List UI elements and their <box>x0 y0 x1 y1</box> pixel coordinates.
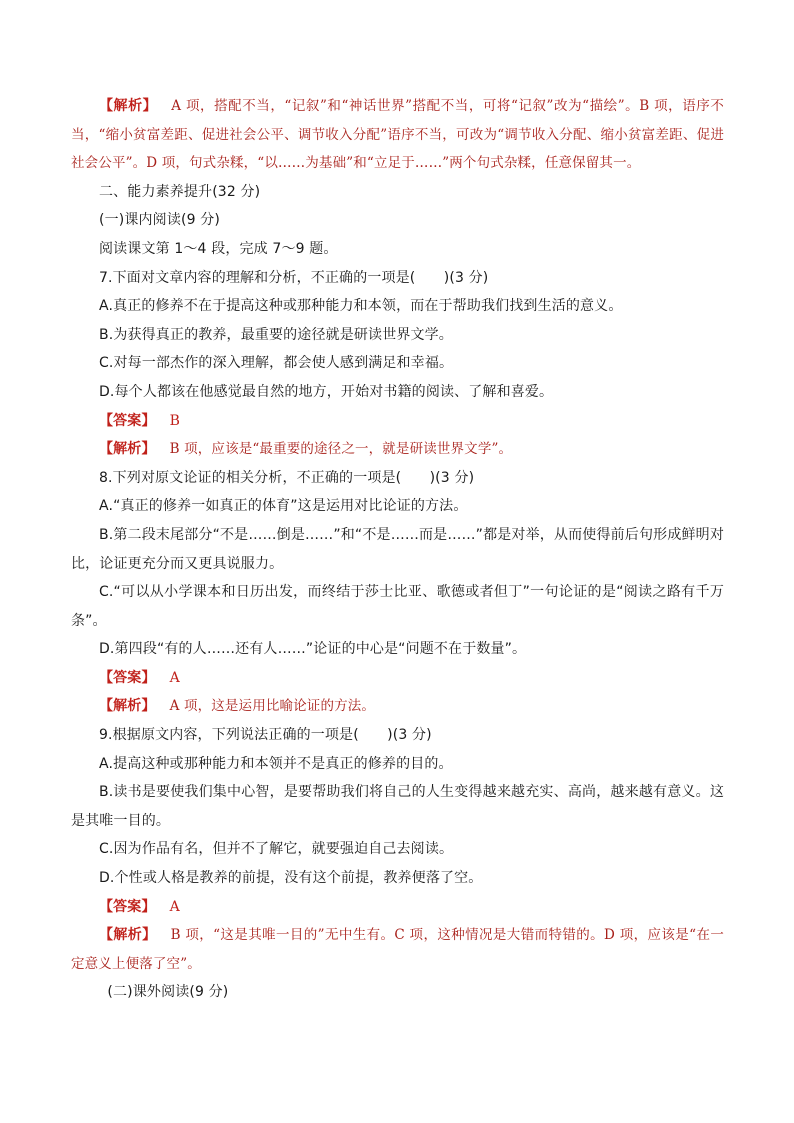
answer-tag: 【答案】 <box>99 412 156 429</box>
question-9-answer <box>71 893 724 922</box>
explanation-text: B 项，应该是“最重要的途径之一，就是研读世界文学”。 <box>169 441 513 458</box>
question-9-option-b: B.读书是要使我们集中心智，是要帮助我们将自己的人生变得越来越充实、高尚，越来越有意义。这是其唯一目的。 <box>71 784 724 829</box>
explanation-tag: 【解析】 <box>99 927 157 944</box>
answer-value: A <box>169 898 180 915</box>
question-7-explanation <box>71 435 724 464</box>
question-7-option-a: A.真正的修养不在于提高这种或那种能力和本领，而在于帮助我们找到生活的意义。 <box>99 298 623 315</box>
subsection-heading-2: (二)课外阅读(9 分) <box>107 984 229 1001</box>
question-7-answer <box>71 407 724 436</box>
question-8-option-c: C.“可以从小学课本和日历出发，而终结于莎士比亚、歌德或者但丁”一句论证的是“阅读之路有千万条”。 <box>71 584 724 629</box>
question-8-option-b: B.第二段末尾部分“不是……倒是……”和“不是……而是……”都是对举，从而使得前后句形成鲜明对比，论证更充分而又更具说服力。 <box>71 526 724 572</box>
explanation-block <box>71 92 724 178</box>
explanation-tag: 【解析】 <box>99 698 156 715</box>
explanation-tag: 【解析】 <box>99 98 158 114</box>
question-8-explanation <box>71 692 724 721</box>
answer-value: B <box>169 412 181 429</box>
explanation-text: A 项，这是运用比喻论证的方法。 <box>169 698 376 715</box>
subsection-heading: (一)课内阅读(9 分) <box>99 212 221 229</box>
question-9-option-c: C.因为作品有名，但并不了解它，就要强迫自己去阅读。 <box>99 841 454 858</box>
answer-tag: 【答案】 <box>99 898 156 915</box>
explanation-text: B 项，“这是其唯一目的”无中生有。C 项，这种情况是大错而特错的。D 项，应该是“在一定意义上便落了空”。 <box>71 927 724 972</box>
question-7-option-d: D.每个人都该在他感觉最自然的地方，开始对书籍的阅读、了解和喜爱。 <box>99 383 554 400</box>
explanation-text: A 项，搭配不当，“记叙”和“神话世界”搭配不当，可将“记叙”改为“描绘”。B 项，语序不当，“缩小贫富差距、促进社会公平、调节收入分配”语序不当，可改为“调节收入分配、缩小贫富差距、促进社会公平”。D 项，句式杂糅，“以……为基础”和“立足于……”两个句式杂糅，任意保留其一。 <box>71 98 724 172</box>
question-8-option-d: D.第四段“有的人……还有人……”论证的中心是“问题不在于数量”。 <box>99 641 527 658</box>
question-9-option-a: A.提高这种或那种能力和本领并不是真正的修养的目的。 <box>99 755 453 772</box>
answer-value: A <box>169 669 180 686</box>
explanation-tag: 【解析】 <box>99 441 156 458</box>
question-8-answer <box>71 664 724 693</box>
question-8: 8.下列对原文论证的相关分析，不正确的一项是( )(3 分) <box>99 469 475 486</box>
question-7-option-b: B.为获得真正的教养，最重要的途径就是研读世界文学。 <box>99 326 453 343</box>
answer-tag: 【答案】 <box>99 669 156 686</box>
question-7-option-c: C.对每一部杰作的深入理解，都会使人感到满足和幸福。 <box>99 355 454 372</box>
question-9-option-d: D.个性或人格是教养的前提，没有这个前提，教养便落了空。 <box>99 870 483 887</box>
question-8-option-a: A.“真正的修养一如真正的体育”这是运用对比论证的方法。 <box>99 498 468 515</box>
question-9-explanation <box>71 921 724 978</box>
question-9: 9.根据原文内容，下列说法正确的一项是( )(3 分) <box>99 727 432 744</box>
question-7: 7.下面对文章内容的理解和分析，不正确的一项是( )(3 分) <box>99 269 489 286</box>
section-heading: 二、能力素养提升(32 分) <box>99 183 261 200</box>
reading-instruction: 阅读课文第 1～4 段，完成 7～9 题。 <box>99 240 338 257</box>
